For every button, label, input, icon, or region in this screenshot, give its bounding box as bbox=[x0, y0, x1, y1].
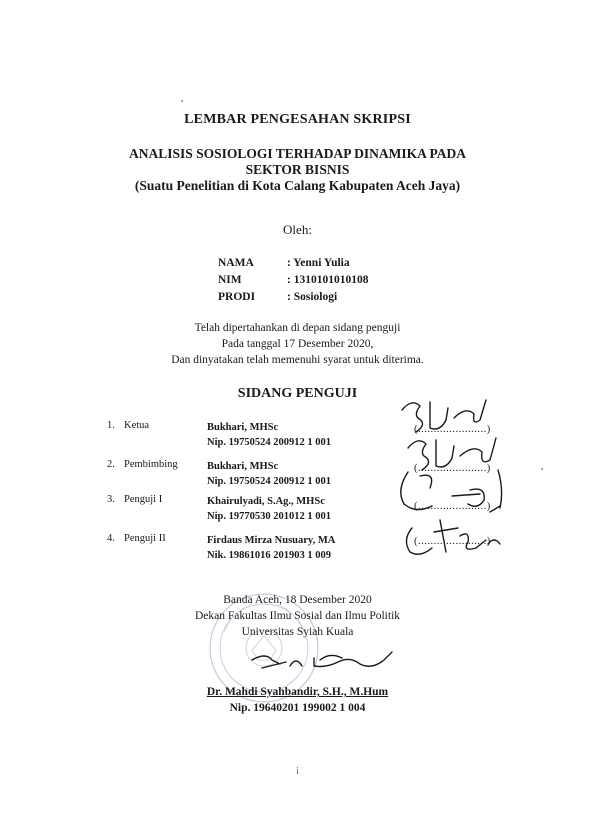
page-title: LEMBAR PENGESAHAN SKRIPSI bbox=[184, 112, 411, 127]
examiner-name-text: Firdaus Mirza Nusuary, MA bbox=[207, 535, 336, 546]
statement-line-1: Telah dipertahankan di depan sidang penguji bbox=[194, 322, 401, 334]
signature-penguji-2 bbox=[406, 520, 500, 554]
thesis-title-line-2: SEKTOR BISNIS bbox=[245, 162, 350, 177]
statement-line-3: Dan dinyatakan telah memenuhi syarat untuk diterima. bbox=[171, 354, 424, 366]
dean-name-text: Dr. Mahdi Syahbandir, S.H., M.Hum bbox=[206, 686, 389, 698]
examiner-name-text: Khairulyadi, S.Ag., MHSc bbox=[207, 496, 325, 507]
examiner-name-text: Bukhari, MHSc bbox=[207, 422, 279, 433]
page-number: i bbox=[296, 766, 299, 777]
sidang-penguji-heading: SIDANG PENGUJI bbox=[237, 386, 358, 401]
examiner-number: 4. bbox=[107, 533, 115, 544]
examiner-role: Pembimbing bbox=[124, 459, 178, 470]
signature-pembimbing bbox=[408, 438, 496, 470]
thesis-subtitle: (Suatu Penelitian di Kota Calang Kabupaten Aceh Jaya) bbox=[134, 178, 461, 193]
signature-dean bbox=[252, 652, 392, 668]
examiner-nip: Nip. 19750524 200912 1 001 bbox=[207, 476, 331, 487]
signature-line: (......................) bbox=[414, 463, 491, 474]
examiner-role: Penguji II bbox=[124, 533, 166, 544]
approval-place-date: Banda Aceh, 18 Desember 2020 bbox=[223, 594, 372, 606]
signature-ketua bbox=[402, 400, 486, 432]
signature-line: (......................) bbox=[414, 424, 491, 435]
student-prodi-label: PRODI bbox=[218, 291, 256, 303]
examiner-number: 2. bbox=[107, 459, 115, 470]
examiner-name-text: Bukhari, MHSc bbox=[207, 461, 279, 472]
thesis-title-line-1: ANALISIS SOSIOLOGI TERHADAP DINAMIKA PADA bbox=[128, 146, 467, 161]
examiner-nip: Nip. 19770530 201012 1 001 bbox=[207, 511, 331, 522]
examiner-number: 3. bbox=[107, 494, 115, 505]
signature-line: (......................) bbox=[414, 501, 491, 512]
student-prodi-value: : Sosiologi bbox=[287, 291, 338, 303]
student-name-value: : Yenni Yulia bbox=[287, 257, 350, 269]
oleh-label: Oleh: bbox=[283, 222, 312, 237]
student-nim-value: : 1310101010108 bbox=[287, 274, 369, 286]
examiner-role: Penguji I bbox=[124, 494, 163, 505]
examiner-number: 1. bbox=[107, 420, 115, 431]
student-nim-label: NIM bbox=[218, 274, 242, 286]
statement-line-2: Pada tanggal 17 Desember 2020, bbox=[221, 338, 374, 350]
university-name: Universitas Syiah Kuala bbox=[241, 626, 354, 638]
student-name-label: NAMA bbox=[218, 257, 254, 269]
examiner-nip: Nik. 19861016 201903 1 009 bbox=[207, 550, 331, 561]
examiner-nip: Nip. 19750524 200912 1 001 bbox=[207, 437, 331, 448]
signature-penguji-1 bbox=[401, 470, 502, 512]
dean-nip: Nip. 19640201 199002 1 004 bbox=[229, 702, 366, 714]
dean-position: Dekan Fakultas Ilmu Sosial dan Ilmu Politik bbox=[194, 610, 401, 622]
signature-line: (......................) bbox=[414, 536, 491, 547]
examiner-role: Ketua bbox=[124, 420, 150, 431]
